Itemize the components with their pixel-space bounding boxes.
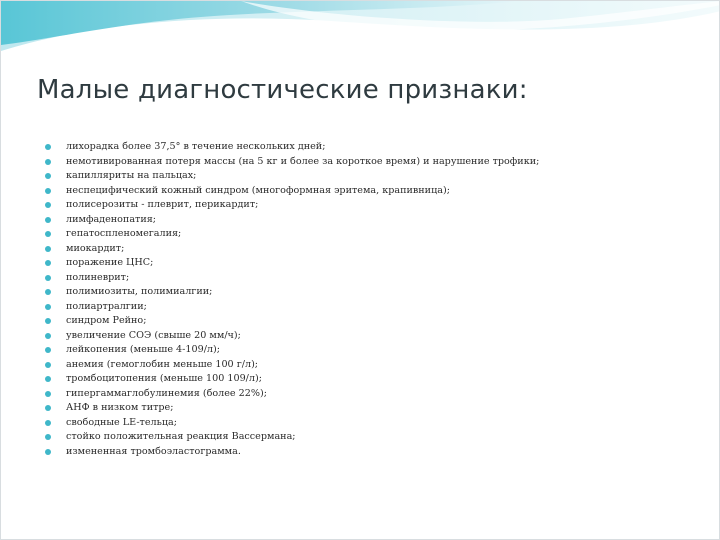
- list-item-text: увеличение СОЭ (свыше 20 мм/ч);: [66, 329, 241, 341]
- list-item-text: анемия (гемоглобин меньше 100 г/л);: [66, 358, 259, 370]
- list-item-text: лихорадка более 37,5° в течение нескольких дней;: [66, 141, 326, 152]
- list-item-text: миокардит;: [66, 242, 125, 254]
- bullet-dot-icon: [45, 318, 51, 324]
- wave-decoration: [1, 1, 720, 81]
- list-item: [45, 416, 539, 431]
- list-item-text: полиартралгии;: [66, 300, 147, 312]
- list-item-text: полисерозиты - плеврит, перикардит;: [66, 199, 259, 210]
- bullet-dot-icon: [45, 188, 51, 194]
- list-item: [45, 285, 539, 300]
- list-item: [45, 430, 539, 445]
- list-item-text: тромбоцитопения (меньше 100 109/л);: [66, 373, 262, 384]
- list-item-text: гепатоспленомегалия;: [66, 228, 182, 239]
- list-item: [45, 387, 539, 402]
- list-item-text: капилляриты на пальцах;: [66, 170, 197, 181]
- list-item: [45, 169, 539, 184]
- bullet-dot-icon: [45, 173, 51, 179]
- list-item-text: немотивированная потеря массы (на 5 кг и более за короткое время) и нарушение трофики;: [66, 155, 540, 167]
- bullet-dot-icon: [45, 449, 51, 455]
- list-item: [45, 300, 539, 315]
- bullet-dot-icon: [45, 260, 51, 266]
- list-item-text: лейкопения (меньше 4-109/л);: [66, 344, 221, 355]
- list-item-text: свободные LE-тельца;: [66, 416, 177, 428]
- bullet-dot-icon: [45, 434, 51, 440]
- slide-title: Малые диагностические признаки:: [37, 75, 528, 105]
- bullet-dot-icon: [45, 275, 51, 281]
- list-item-text: неспецифический кожный синдром (многоформная эритема, крапивница);: [66, 184, 450, 196]
- bullet-list: [45, 140, 539, 459]
- bullet-dot-icon: [45, 304, 51, 310]
- list-item-text: синдром Рейно;: [66, 315, 147, 326]
- list-item: [45, 343, 539, 358]
- bullet-dot-icon: [45, 333, 51, 339]
- bullet-dot-icon: [45, 289, 51, 295]
- bullet-dot-icon: [45, 405, 51, 411]
- list-item: [45, 271, 539, 286]
- bullet-dot-icon: [45, 420, 51, 426]
- bullet-dot-icon: [45, 159, 51, 165]
- list-item-text: гипергаммаглобулинемия (более 22%);: [66, 387, 267, 399]
- list-item-text: стойко положительная реакция Вассермана;: [66, 431, 296, 442]
- bullet-dot-icon: [45, 246, 51, 252]
- list-item: [45, 213, 539, 228]
- list-item-text: лимфаденопатия;: [66, 213, 157, 225]
- list-item: [45, 401, 539, 416]
- bullet-dot-icon: [45, 347, 51, 353]
- bullet-dot-icon: [45, 391, 51, 397]
- list-item: [45, 445, 539, 460]
- bullet-dot-icon: [45, 231, 51, 237]
- list-item-text: измененная тромбоэластограмма.: [66, 445, 241, 457]
- list-item: [45, 184, 539, 199]
- list-item: [45, 358, 539, 373]
- list-item: [45, 242, 539, 257]
- bullet-dot-icon: [45, 217, 51, 223]
- list-item-text: полиневрит;: [66, 271, 130, 283]
- list-item: [45, 256, 539, 271]
- list-item: [45, 314, 539, 329]
- bullet-dot-icon: [45, 362, 51, 368]
- list-item-text: поражение ЦНС;: [66, 257, 154, 268]
- list-item: [45, 227, 539, 242]
- list-item: [45, 198, 539, 213]
- list-item-text: АНФ в низком титре;: [66, 402, 174, 413]
- list-item: [45, 140, 539, 155]
- list-item: [45, 372, 539, 387]
- bullet-dot-icon: [45, 202, 51, 208]
- bullet-dot-icon: [45, 144, 51, 150]
- list-item: [45, 329, 539, 344]
- list-item-text: полимиозиты, полимиалгии;: [66, 286, 213, 297]
- list-item: [45, 155, 539, 170]
- bullet-dot-icon: [45, 376, 51, 382]
